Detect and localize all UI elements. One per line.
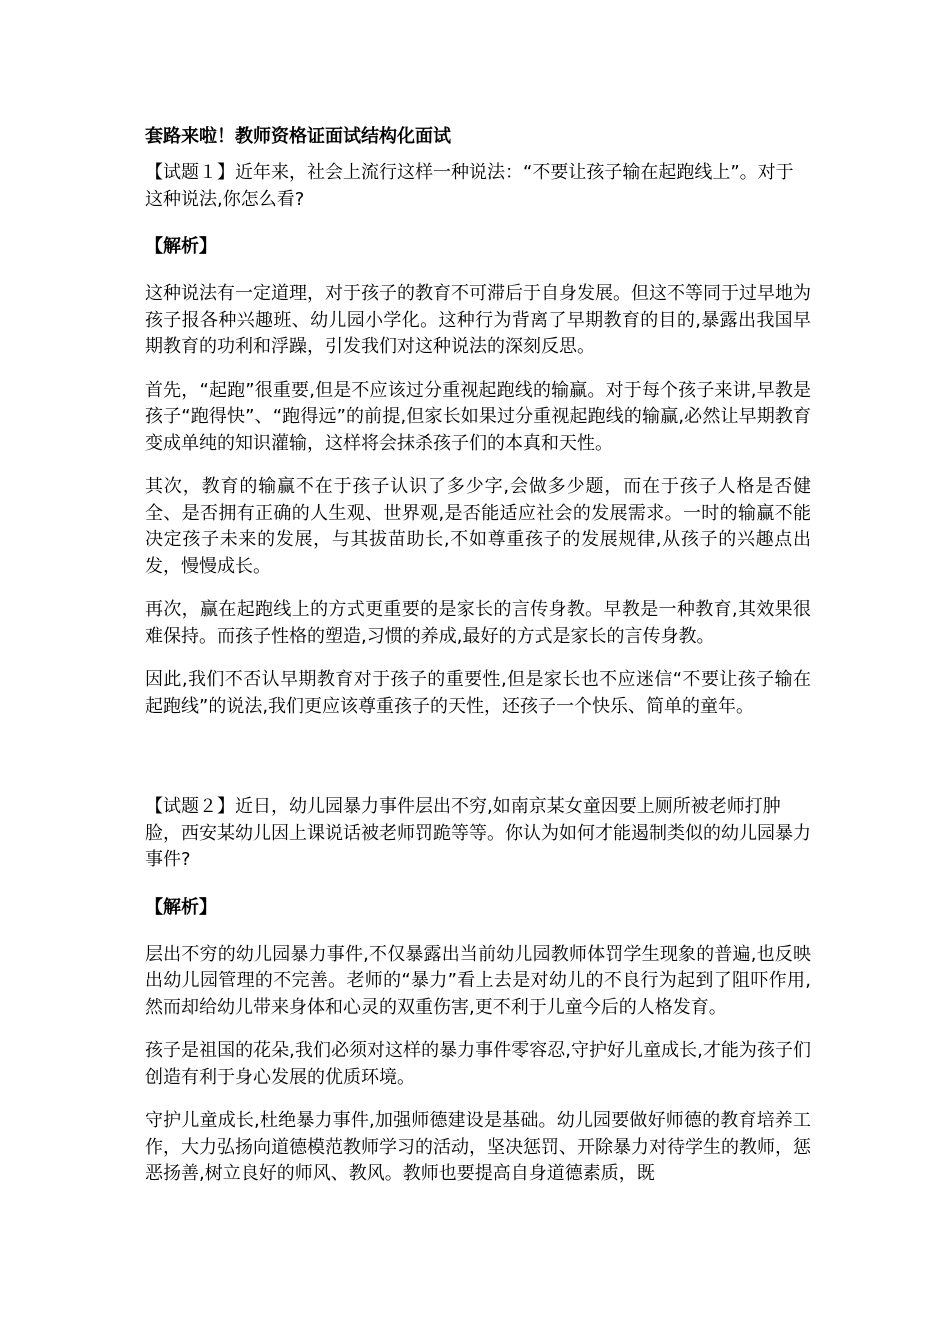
- q2-paragraph: 守护儿童成长,杜绝暴力事件,加强师德建设是基础。幼儿园要做好师德的教育培养工作，大力弘扬向道德模范教师学习的活动，坚决惩罚、开除暴力对待学生的教师，惩恶扬善,树立良好的师风、教风。教师也要提高自身道德素质，既: [145, 1110, 811, 1184]
- q2-paragraph: 层出不穷的幼儿园暴力事件,不仅暴露出当前幼儿园教师体罚学生现象的普遍,也反映出幼儿园管理的不完善。老师的“暴力”看上去是对幼儿的不良行为起到了阻吓作用,然而却给幼儿带来身体和心灵的双重伤害,更不利于儿童今后的人格发育。: [145, 943, 811, 1018]
- q1-paragraph: 再次，赢在起跑线上的方式更重要的是家长的言传身教。早教是一种教育,其效果很难保持。而孩子性格的塑造,习惯的养成,最好的方式是家长的言传身教。: [145, 599, 811, 647]
- analysis-label-2: 【解析】: [145, 896, 217, 918]
- document-page: [145, 124, 811, 1205]
- q1-paragraph: 因此,我们不否认早期教育对于孩子的重要性,但是家长也不应迷信“不要让孩子输在起跑线”的说法,我们更应该尊重孩子的天性，还孩子一个快乐、简单的童年。: [145, 669, 811, 717]
- document-title: 套路来啦！教师资格证面试结构化面试: [145, 126, 451, 147]
- q1-paragraph: 这种说法有一定道理，对于孩子的教育不可滞后于自身发展。但这不等同于过早地为孩子报各种兴趣班、幼儿园小学化。这种行为背离了早期教育的目的,暴露出我国早期教育的功利和浮躁，引发我们对这种说法的深刻反思。: [145, 283, 811, 357]
- q1-paragraph: 其次，教育的输赢不在于孩子认识了多少字,会做多少题，而在于孩子人格是否健全、是否拥有正确的人生观、世界观,是否能适应社会的发展需求。一时的输赢不能决定孩子未来的发展，与其拔苗助长,不如尊重孩子的发展规律,从孩子的兴趣点出发，慢慢成长。: [145, 476, 811, 577]
- question-2: 【试题２】近日，幼儿园暴力事件层出不穷,如南京某女童因要上厕所被老师打肿脸，西安某幼儿因上课说话被老师罚跪等等。你认为如何才能遏制类似的幼儿园暴力事件?: [145, 796, 811, 870]
- q2-paragraph: 孩子是祖国的花朵,我们必须对这样的暴力事件零容忍,守护好儿童成长,才能为孩子们创造有利于身心发展的优质环境。: [145, 1040, 811, 1088]
- q1-paragraph: 首先，“起跑”很重要,但是不应该过分重视起跑线的输赢。对于每个孩子来讲,早教是孩子“跑得快”、“跑得远”的前提,但家长如果过分重视起跑线的输赢,必然让早期教育变成单纯的知识灌输，这样将会抹杀孩子们的本真和天性。: [145, 379, 811, 454]
- question-1: 【试题１】近年来，社会上流行这样一种说法：“不要让孩子输在起跑线上”。对于这种说法,你怎么看?: [145, 162, 794, 210]
- section-spacer: [145, 737, 811, 794]
- analysis-label-1: 【解析】: [145, 236, 217, 257]
